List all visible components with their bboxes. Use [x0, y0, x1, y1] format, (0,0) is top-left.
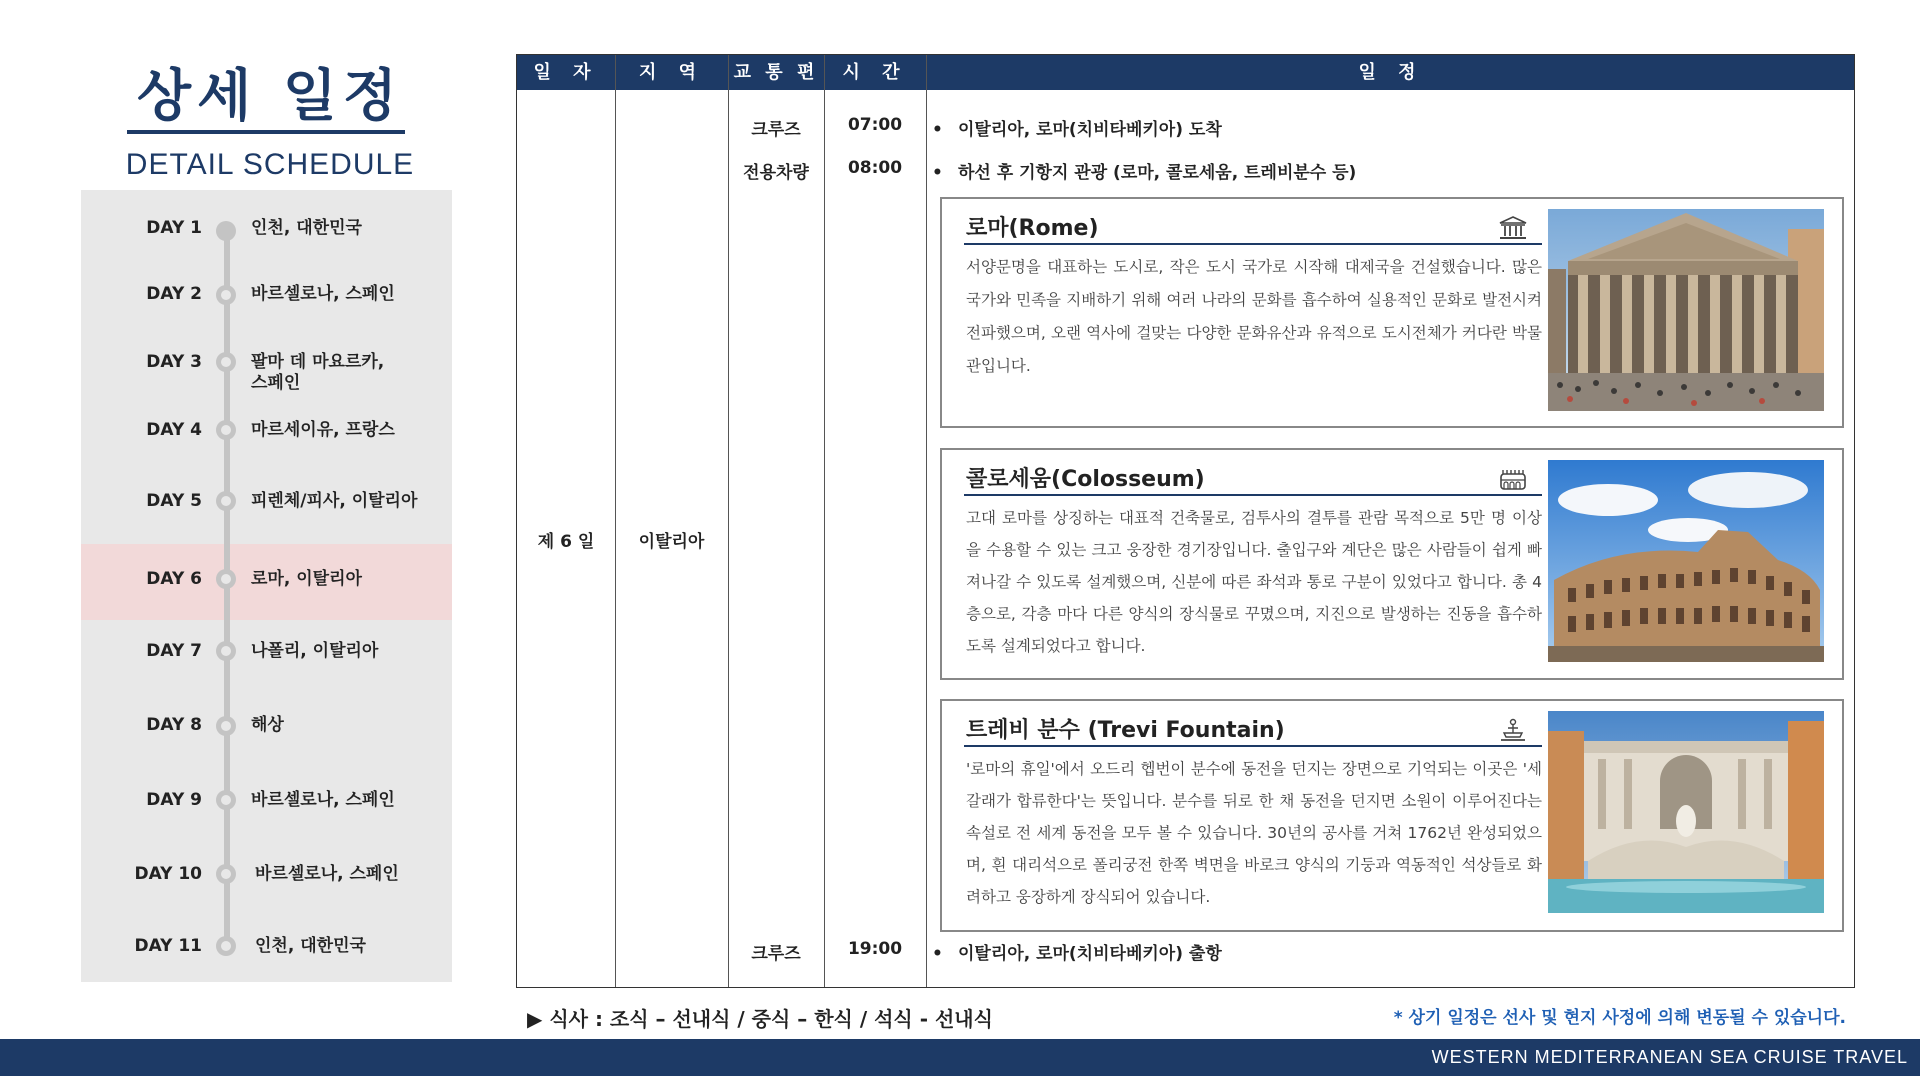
cell-transport: 크루즈: [751, 944, 801, 964]
colosseum-icon: [1498, 466, 1528, 492]
page-title: 상세 일정: [137, 64, 403, 129]
schedule-item: • 하선 후 기항지 관광 (로마, 콜로세움, 트레비분수 등): [932, 163, 1357, 183]
card-title: 콜로세움(Colosseum): [966, 467, 1205, 492]
timeline-dot: [216, 641, 236, 661]
attraction-card-trevi: [940, 699, 1844, 932]
day-place: 팔마 데 마요르카, 스페인: [251, 352, 385, 393]
day-place: 피렌체/피사, 이탈리아: [251, 491, 418, 511]
schedule-change-note: * 상기 일정은 선사 및 현지 사정에 의해 변동될 수 있습니다.: [1393, 1008, 1846, 1028]
cell-date: 제 6 일: [537, 532, 595, 552]
column-divider: [824, 55, 825, 987]
header-time: 시 간: [842, 62, 908, 83]
meal-note: ▶ 식사 : 조식 – 선내식 / 중식 – 한식 / 석식 - 선내식: [527, 1007, 993, 1031]
colosseum-photo: [1548, 460, 1824, 662]
card-divider: [964, 494, 1542, 496]
day-place: 인천, 대한민국: [255, 936, 366, 956]
cell-time: 08:00: [847, 158, 903, 178]
day-place: 바르셀로나, 스페인: [255, 864, 399, 884]
day-place: 인천, 대한민국: [251, 218, 362, 238]
day-label: DAY 6: [146, 569, 202, 589]
day-label: DAY 8: [146, 715, 202, 735]
fountain-icon: [1498, 717, 1528, 743]
timeline-dot: [216, 352, 236, 372]
header-schedule: 일 정: [1358, 62, 1424, 83]
day-place: 바르셀로나, 스페인: [251, 284, 395, 304]
card-title: 로마(Rome): [966, 216, 1099, 241]
cell-time: 07:00: [847, 115, 903, 135]
card-description: 서양문명을 대표하는 도시로, 작은 도시 국가로 시작해 대제국을 건설했습니다. 많은 국가와 민족을 지배하기 위해 여러 나라의 문화를 흡수하여 실용적인 문화로 발전시켜 전파했으며, 오랜 역사에 걸맞는 다양한 문화유산과 유적으로 도시전체가 커다란 박물관입니다.: [966, 258, 1542, 375]
timeline-dot: [216, 864, 236, 884]
column-divider: [926, 55, 927, 987]
attraction-card-rome: [940, 197, 1844, 428]
day-label: DAY 7: [146, 641, 202, 661]
day-place: 마르세이유, 프랑스: [251, 420, 395, 440]
schedule-table: [516, 54, 1855, 988]
card-divider: [964, 745, 1542, 747]
cell-time: 19:00: [847, 939, 903, 959]
cell-transport: 전용차량: [743, 163, 809, 183]
day-label: DAY 4: [146, 420, 202, 440]
card-divider: [964, 243, 1542, 245]
day-label: DAY 5: [146, 491, 202, 511]
day-place: 로마, 이탈리아: [251, 569, 362, 589]
schedule-item: • 이탈리아, 로마(치비타베키아) 도착: [932, 120, 1222, 140]
timeline-dot: [216, 569, 236, 589]
cell-region: 이탈리아: [638, 532, 705, 552]
bottom-bar-title: WESTERN MEDITERRANEAN SEA CRUISE TRAVEL: [1431, 1047, 1908, 1067]
timeline-dot: [216, 420, 236, 440]
day-label: DAY 9: [146, 790, 202, 810]
cell-transport: 크루즈: [751, 120, 801, 140]
day-label: DAY 3: [146, 352, 202, 372]
day-place: 해상: [251, 715, 284, 735]
schedule-item: • 이탈리아, 로마(치비타베키아) 출항: [932, 944, 1222, 964]
day-place: 바르셀로나, 스페인: [251, 790, 395, 810]
title-divider: [127, 130, 405, 134]
trevi-fountain-photo: [1548, 711, 1824, 913]
card-description: '로마의 휴일'에서 오드리 헵번이 분수에 동전을 던지는 장면으로 기억되는 이곳은 '세갈래가 합류한다'는 뜻입니다. 분수를 뒤로 한 채 동전을 던지면 소원이 이루어진다는 속설로 전 세계 동전을 모두 볼 수 있습니다. 30년의 공사를 거쳐 1762년 완성되었으며, 흰 대리석으로 폴리궁전 한쪽 벽면을 바로크 양식의 기둥과 역동적인 석상들로 화려하고 웅장하게 장식되어 있습니다.: [966, 760, 1542, 906]
bottom-bar: [0, 1039, 1920, 1076]
card-description: 고대 로마를 상징하는 대표적 건축물로, 검투사의 결투를 관람 목적으로 5만 명 이상을 수용할 수 있는 크고 웅장한 경기장입니다. 출입구와 계단은 많은 사람들이 쉽게 빠져나갈 수 있도록 설계했으며, 신분에 따른 좌석과 통로 구분이 있었다고 합니다. 총 4층으로, 각층 마다 다른 양식의 장식물로 꾸몄으며, 지진으로 발생하는 진동을 흡수하도록 설계되었다고 합니다.: [966, 509, 1542, 655]
attraction-card-colosseum: [940, 448, 1844, 680]
timeline-dot: [216, 790, 236, 810]
museum-icon: [1498, 215, 1528, 241]
column-divider: [615, 55, 616, 987]
card-title: 트레비 분수 (Trevi Fountain): [966, 718, 1285, 743]
timeline-dot: [216, 936, 236, 956]
timeline-dot: [216, 285, 236, 305]
day-label: DAY 11: [134, 936, 202, 956]
day-place: 나폴리, 이탈리아: [251, 641, 379, 661]
header-transport: 교 통 편: [733, 62, 819, 83]
pantheon-photo: [1548, 209, 1824, 411]
column-divider: [728, 55, 729, 987]
header-region: 지 역: [638, 62, 705, 83]
timeline-dot: [216, 221, 236, 241]
day-label: DAY 1: [146, 218, 202, 238]
page-subtitle: DETAIL SCHEDULE: [125, 148, 415, 181]
timeline-dot: [216, 491, 236, 511]
timeline-dot: [216, 716, 236, 736]
day-label: DAY 10: [134, 864, 202, 884]
day-label: DAY 2: [146, 284, 202, 304]
header-date: 일 자: [533, 62, 599, 83]
table-header: [517, 55, 1854, 90]
